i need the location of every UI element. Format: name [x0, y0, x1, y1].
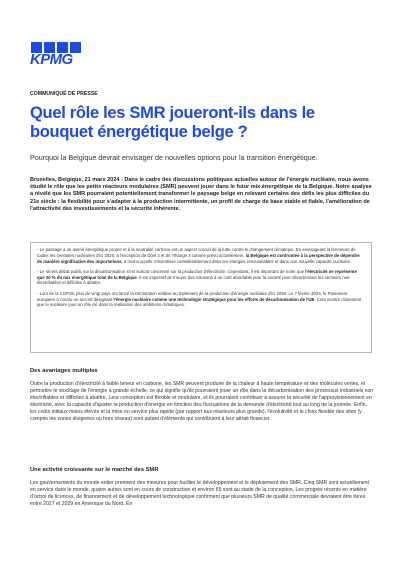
page-title: Quel rôle les SMR joueront-ils dans le bouquet énergétique belge ? — [30, 104, 315, 141]
press-release-label: COMMUNIQUÉ DE PRESSE — [30, 91, 98, 97]
kpmg-wordmark: KPMG — [30, 51, 73, 68]
key-point-1-text-a: - Le passage à un avenir énergétique propre et à la neutralité carbone est un aspect crucial de la lutte contre le changement climatique. En envisageant la fermeture de toutes les centrales nucléaires d'ici 2025, à l'exception de Doel 4 et de Tihange 3 comme prévu actuellement, — [37, 247, 356, 258]
key-point-2-text-a: - Le récent débat public sur la décarbonisation s'est surtout concentré sur la production d'électricité. Cependant, il est important de noter que — [37, 268, 306, 274]
section-body-market: Les gouvernements du monde entier prennent des mesures pour faciliter le développement et le déploiement des SMR. Cinq SMR sont actuellement en service dans le monde, quatre autres sont en cours de construction et environ 65 sont au stade de la conception. Les progrès récents en matière d'octroi de licences, de financement et de développement technologique confirment que plusieurs SMR de qualité commerciale devraient être livrés entre 2027 et 2029 en Amérique du Nord. En — [30, 480, 369, 508]
kpmg-logo — [30, 40, 90, 68]
lead-paragraph: Bruxelles, Belgique, 21 mars 2024 - Dans le cadre des discussions politiques actuelles autour de l'énergie nucléaire, nous avons étudié le rôle que les petits réacteurs modulaires (SMR) peuvent jouer dans le futur mix énergétique de la Belgique. Notre analyse a révélé que les SMR pourraient potentiellement transformer le paysage belge en relevant certains des défis les plus difficiles du 21e siècle : la flexibilité pour s'adapter à la production intermittente, un profil de charge de base stable et fiable, l'amélioration de l'attractivité des investissements et la sécurité inhérente. — [30, 177, 372, 212]
key-point-3-text-a: - Lors de la COP28, plus de vingt pays ont lancé la Déclaration relative au triplement de la production d'énergie nucléaire d'ici 2050. Le 7 février 2024, le Parlement européen a conclu un accord désignant — [37, 290, 348, 302]
section-heading-advantages: Des avantages multiples — [30, 368, 98, 374]
key-points-box — [30, 242, 372, 353]
key-point-2 — [37, 269, 365, 286]
section-heading-market: Une activité croissante sur le marché des SMR — [30, 467, 159, 473]
key-point-2-highlight: l'électricité ne représente que 20 % du mix énergétique total de la Belgique — [37, 268, 357, 280]
section-body-advantages: Outre la production d'électricité à faible teneur en carbone, les SMR peuvent produire de la chaleur à haute température et des molécules vertes, et permettre le stockage de l'énergie à grande échelle, ce qui signifie qu'ils pourraient jouer un rôle dans la décarbonisation des processus industriels non électrifiables et difficiles à abattre. Leur conception est flexible et modulaire, et ils pourraient contribuer à assurer la sécurité de l'approvisionnement en électricité, avec la capacité d'ajuster la production d'énergie en fonction des fluctuations de la demande d'électricité tout au long de la journée. Enfin, les coûts initiaux moins élevés et la mise en service plus rapide (par rapport aux réacteurs plus grands), l'évolutivité et le choix flexible des sites (y compris les zones éloignées ou hors réseau) sont autant d'éléments qui contribuent à leur attrait financier. — [30, 381, 374, 423]
key-point-1-highlight: la Belgique est confrontée à la perspective de dépendre de manière significative des importations — [37, 252, 360, 264]
key-point-1 — [37, 247, 365, 264]
key-point-2-text-c: . Il est impératif de trouver des solutions à un coût abordable pour la société pour décarboniser les secteurs non-électrifiables et difficiles à abattre. — [37, 274, 351, 286]
page-subtitle: Pourquoi la Belgique devrait envisager de nouvelles options pour la transition énergétique. — [30, 153, 318, 162]
key-point-3-highlight: l'énergie nucléaire comme une technologie stratégique pour les efforts de décarbonisation de l'UE — [113, 296, 315, 302]
key-point-3-text-c: . Cela montre clairement que le nucléaire joue un rôle clé dans la réalisation des ambitions climatiques. — [37, 296, 362, 308]
key-point-3 — [37, 291, 365, 308]
key-point-1-text-c: , à moins qu'elle n'investisse considérablement dans les énergies renouvelables et dans une nouvelle capacité nucléaire. — [121, 258, 352, 264]
